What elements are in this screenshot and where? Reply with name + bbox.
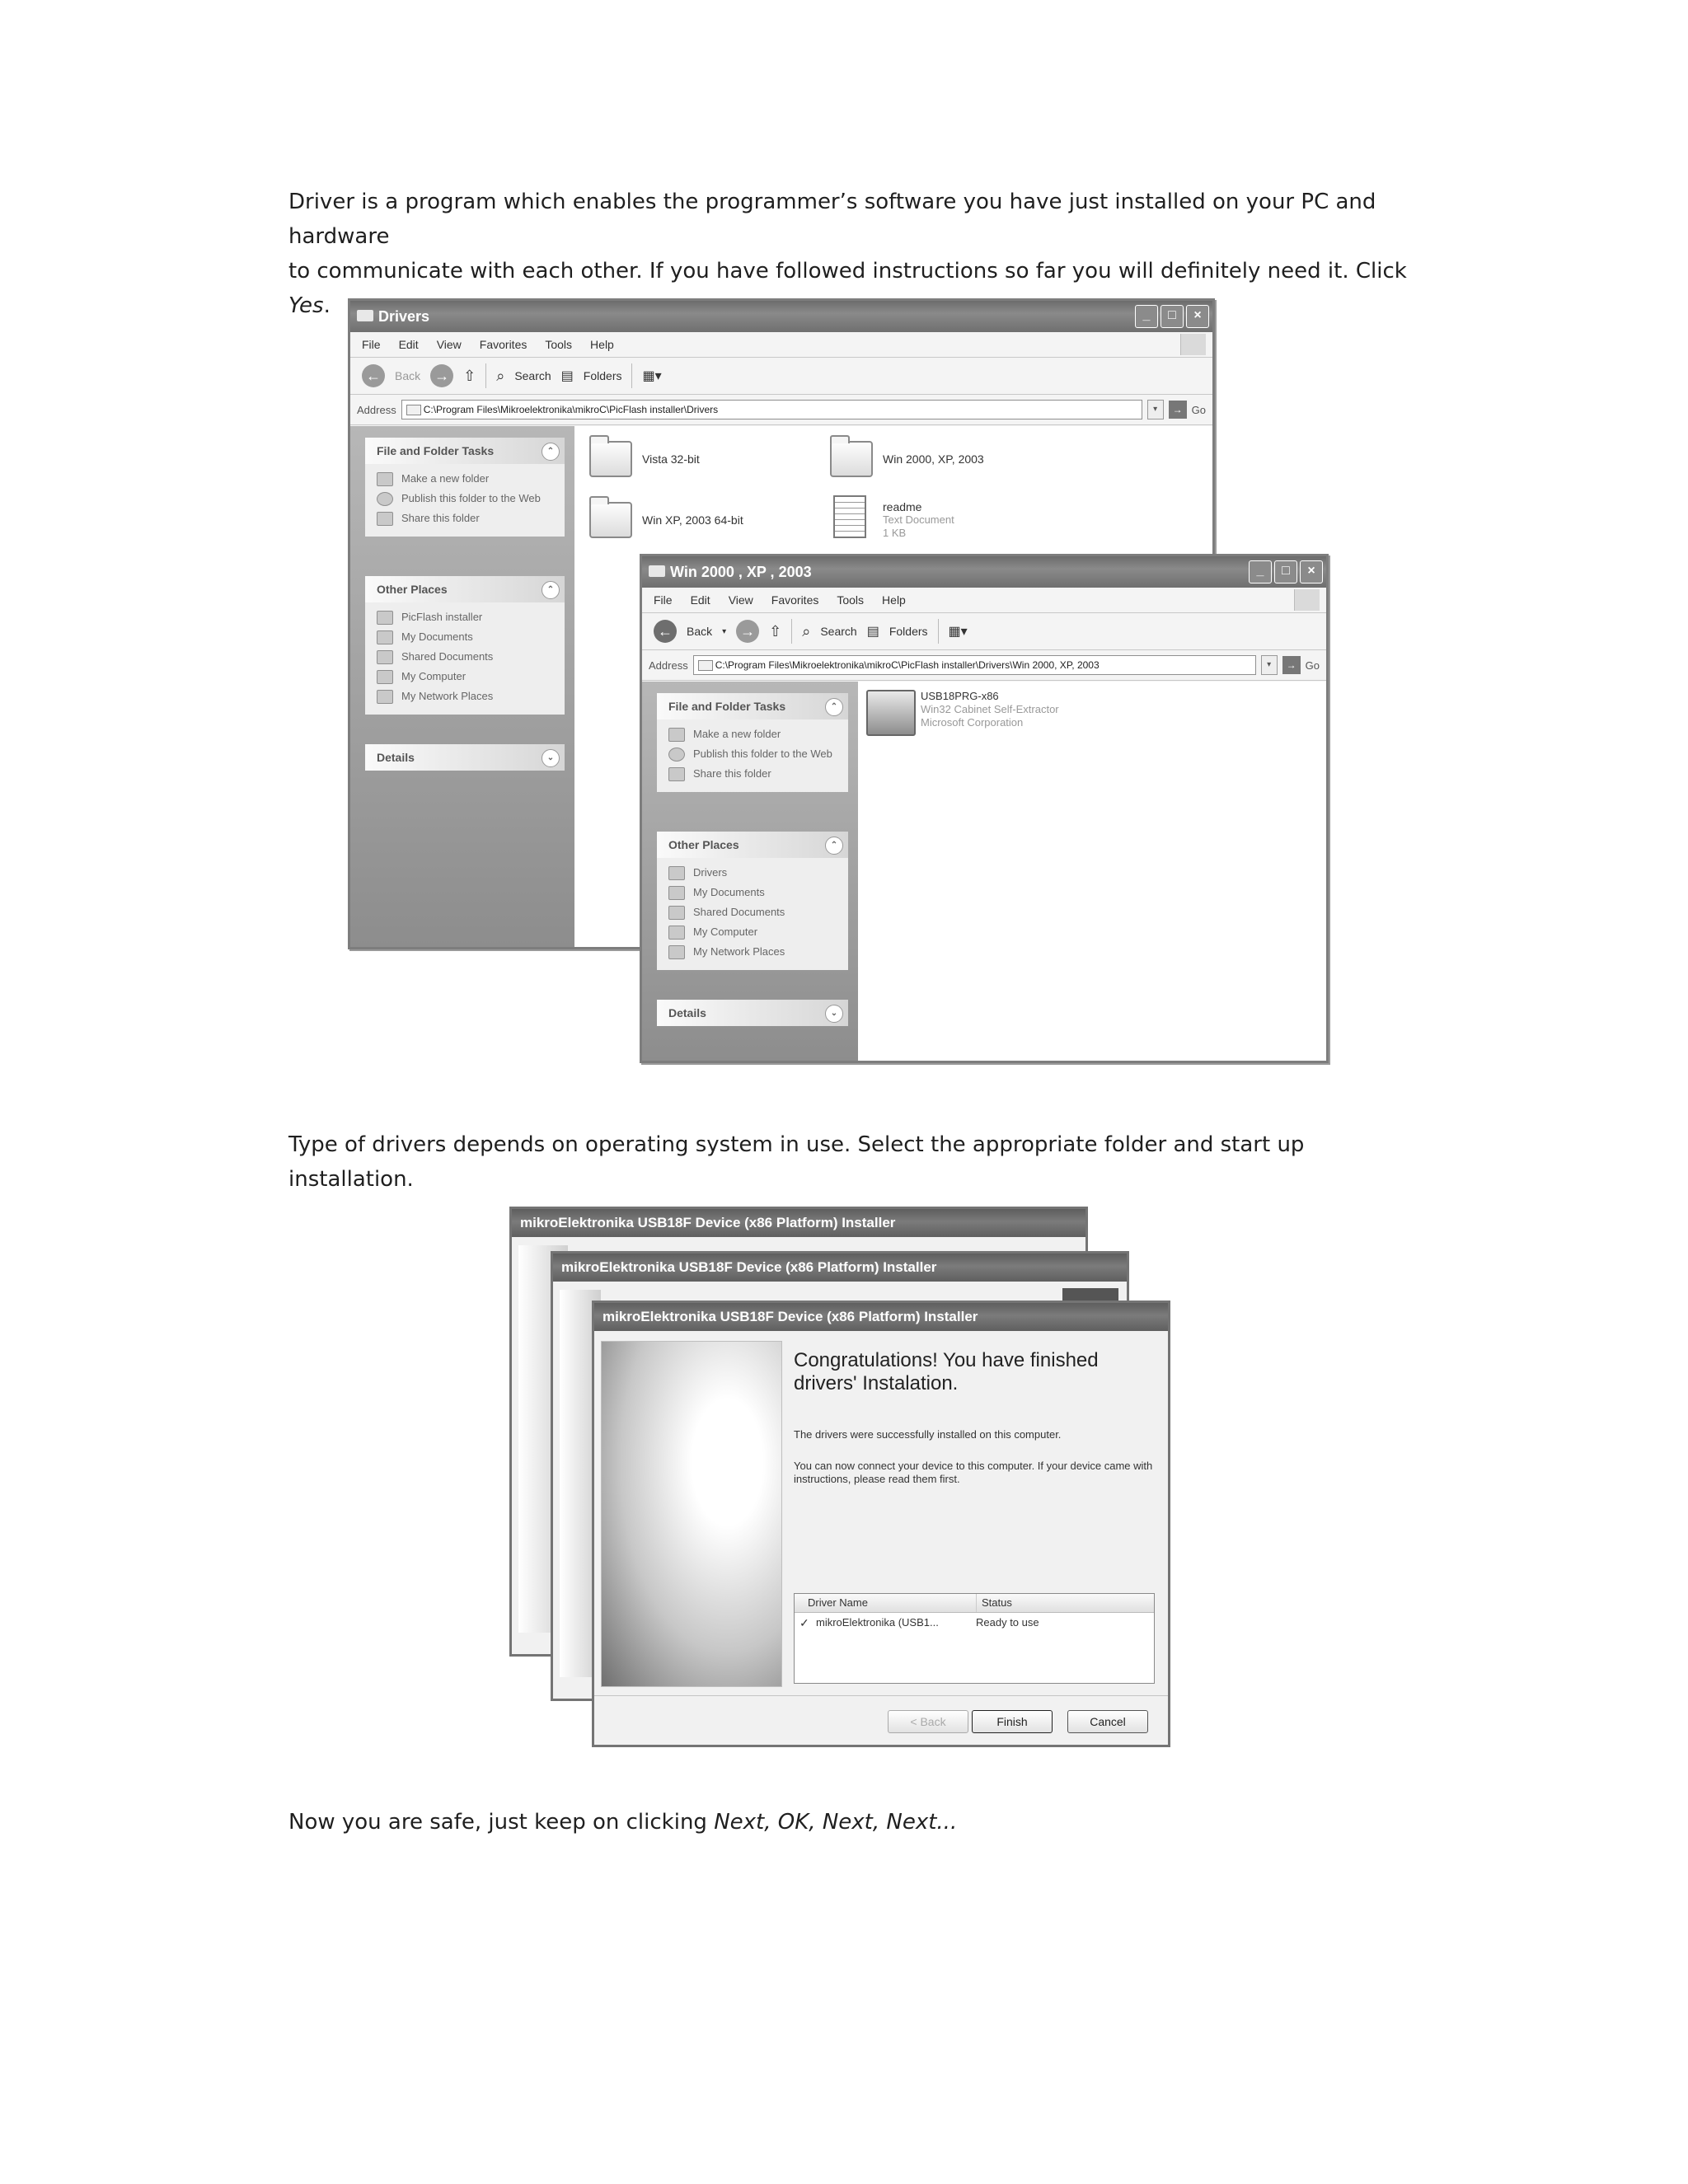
menu-edit[interactable]: Edit xyxy=(690,593,710,607)
go-arrow-icon[interactable]: → xyxy=(1282,656,1301,674)
col-driver-name[interactable]: Driver Name xyxy=(808,1596,868,1609)
finish-heading: Congratulations! You have finished drivers' Instalation. xyxy=(794,1349,1099,1394)
menu-bar xyxy=(642,588,1326,613)
text-document-icon xyxy=(833,495,866,538)
usb18prg-company: Microsoft Corporation xyxy=(921,716,1024,729)
folder-win2000-label: Win 2000, XP, 2003 xyxy=(883,452,984,466)
views-icon[interactable]: ▦▾ xyxy=(948,625,968,639)
toolbar xyxy=(350,358,1212,395)
other-place-my-network[interactable] xyxy=(365,687,565,706)
details-panel xyxy=(657,1000,848,1026)
toolbar-separator xyxy=(631,363,632,388)
minimize-icon[interactable]: _ xyxy=(1249,560,1272,583)
expand-chevron-icon[interactable]: ⌄ xyxy=(825,1005,843,1023)
installer-art-panel xyxy=(601,1341,782,1687)
installer-back-title: mikroElektronika USB18F Device (x86 Platform) Installer xyxy=(512,1209,1085,1237)
folder-vista-label: Vista 32-bit xyxy=(642,452,700,466)
menu-help[interactable]: Help xyxy=(882,593,906,607)
usb18prg-name: USB18PRG-x86 xyxy=(921,690,999,702)
menu-file[interactable]: File xyxy=(654,593,673,607)
drivers-window-title: Drivers xyxy=(378,308,430,325)
toolbar xyxy=(642,613,1326,650)
make-folder-label: Make a new folder xyxy=(693,728,781,740)
file-folder-tasks-panel xyxy=(657,693,848,792)
connect-message: You can now connect your device to this computer. If your device came with instructions, please read them first. xyxy=(794,1460,1153,1485)
publish-task[interactable] xyxy=(365,489,565,509)
readme-info xyxy=(883,500,954,540)
menu-view[interactable]: View xyxy=(728,593,753,607)
go-button-label[interactable]: Go xyxy=(1305,658,1320,672)
emphasis-next-1: Next xyxy=(714,1810,765,1835)
toolbar-separator xyxy=(485,363,486,388)
address-label: Address xyxy=(357,403,396,416)
go-arrow-icon[interactable]: → xyxy=(1169,401,1187,419)
documents-icon xyxy=(377,630,393,644)
collapse-chevron-icon[interactable]: ⌃ xyxy=(825,698,843,716)
folder-icon xyxy=(668,866,685,880)
address-bar xyxy=(642,650,1326,681)
installer-front-title: mikroElektronika USB18F Device (x86 Platform) Installer xyxy=(594,1303,1168,1331)
up-folder-icon[interactable]: ⇧ xyxy=(463,367,476,384)
window-controls xyxy=(1135,305,1209,328)
documents-icon xyxy=(668,886,685,900)
other-places-panel xyxy=(657,832,848,970)
menu-help[interactable]: Help xyxy=(590,338,614,351)
publish-task[interactable] xyxy=(657,744,848,764)
driver-status-cell: Ready to use xyxy=(976,1616,1039,1629)
share-label: Share this folder xyxy=(401,512,480,524)
back-button-label[interactable]: Back xyxy=(687,625,713,638)
folder-title-icon xyxy=(357,310,373,321)
other-places-header[interactable] xyxy=(365,576,565,602)
usb18prg-info xyxy=(921,690,1059,729)
back-arrow-icon[interactable]: ← xyxy=(654,620,677,643)
network-icon xyxy=(377,690,393,704)
task-pane xyxy=(350,426,574,947)
intro-line-2-text: to communicate with each other. If you have followed instructions so far you will definitely need it. Click xyxy=(288,259,1407,284)
minimize-icon[interactable]: _ xyxy=(1135,305,1158,328)
other-place-my-computer[interactable] xyxy=(365,667,565,687)
drivers-titlebar xyxy=(350,301,1212,332)
driver-table-header xyxy=(795,1594,1154,1613)
other-places-title: Other Places xyxy=(668,838,739,851)
details-title: Details xyxy=(668,1006,706,1019)
search-icon[interactable]: ⌕ xyxy=(802,622,811,640)
table-row[interactable] xyxy=(795,1613,1154,1633)
menu-favorites[interactable]: Favorites xyxy=(479,338,528,351)
installer-middle-title: mikroElektronika USB18F Device (x86 Platform) Installer xyxy=(553,1254,1127,1282)
other-place-shared-documents[interactable] xyxy=(365,647,565,667)
my-computer-label: My Computer xyxy=(693,926,758,938)
readme-type: Text Document xyxy=(883,513,954,526)
forward-arrow-icon[interactable]: → xyxy=(430,364,453,387)
windows-logo-icon xyxy=(1180,334,1206,355)
close-icon[interactable]: × xyxy=(1186,305,1209,328)
installer-package-icon xyxy=(866,690,916,736)
parent-folder-label: PicFlash installer xyxy=(401,611,483,623)
menu-tools[interactable]: Tools xyxy=(545,338,573,351)
menu-tools[interactable]: Tools xyxy=(837,593,865,607)
intro-line-2-end: . xyxy=(323,293,331,318)
details-title: Details xyxy=(377,751,415,764)
usb18prg-type: Win32 Cabinet Self-Extractor xyxy=(921,703,1059,715)
other-place-shared-documents[interactable] xyxy=(657,902,848,922)
readme-name: readme xyxy=(883,500,922,513)
computer-icon xyxy=(377,670,393,684)
make-folder-label: Make a new folder xyxy=(401,472,490,485)
go-button-label[interactable]: Go xyxy=(1191,403,1206,416)
back-dropdown-icon[interactable]: ▾ xyxy=(722,626,727,636)
file-folder-tasks-panel xyxy=(365,438,565,537)
address-dropdown-icon[interactable]: ▾ xyxy=(1147,400,1164,419)
driver-name-cell: mikroElektronika (USB1... xyxy=(816,1616,939,1629)
windows-logo-icon xyxy=(1294,589,1320,611)
my-computer-label: My Computer xyxy=(401,670,467,682)
computer-icon xyxy=(668,926,685,940)
folders-button-label[interactable]: Folders xyxy=(583,369,622,382)
my-network-label: My Network Places xyxy=(401,690,494,702)
views-icon[interactable]: ▦▾ xyxy=(642,369,662,383)
details-header[interactable] xyxy=(657,1000,848,1026)
closing-emphasis: Next, OK, Next, Next... xyxy=(714,1810,958,1835)
share-task[interactable] xyxy=(657,764,848,784)
network-icon xyxy=(668,945,685,959)
folder-title-icon xyxy=(649,565,665,577)
back-button[interactable]: < Back xyxy=(888,1710,968,1733)
shared-folder-icon xyxy=(377,650,393,664)
win2000-body xyxy=(642,682,1326,1061)
make-folder-task[interactable] xyxy=(657,724,848,744)
finish-button[interactable]: Finish xyxy=(972,1710,1053,1733)
publish-label: Publish this folder to the Web xyxy=(693,748,832,760)
emphasis-next-3: Next... xyxy=(886,1810,958,1835)
driver-status-table xyxy=(794,1593,1155,1684)
col-status[interactable]: Status xyxy=(976,1594,1012,1612)
toolbar-separator xyxy=(938,619,939,644)
other-places-header[interactable] xyxy=(657,832,848,858)
my-network-label: My Network Places xyxy=(693,945,785,958)
share-label: Share this folder xyxy=(693,767,771,780)
intro-line-1: Driver is a program which enables the programmer’s software you have just installed on your PC and hardware xyxy=(288,190,1376,249)
folder-icon xyxy=(589,502,632,538)
win2000-window-title: Win 2000 , XP , 2003 xyxy=(670,564,812,580)
drivers-paragraph: Type of drivers depends on operating system in use. Select the appropriate folder and start up installation. xyxy=(288,1132,1305,1192)
file-folder-tasks-title: File and Folder Tasks xyxy=(668,700,786,713)
readme-size: 1 KB xyxy=(883,527,907,539)
other-place-parent[interactable] xyxy=(657,863,848,883)
shared-folder-icon xyxy=(668,906,685,920)
other-place-my-computer[interactable] xyxy=(657,922,848,942)
forward-arrow-icon[interactable]: → xyxy=(736,620,759,643)
closing-text: Now you are safe, just keep on clicking xyxy=(288,1810,715,1835)
new-folder-icon xyxy=(668,728,685,742)
check-icon: ✓ xyxy=(799,1616,809,1629)
folder-winxp64-label: Win XP, 2003 64-bit xyxy=(642,513,743,527)
share-folder-icon xyxy=(377,512,393,526)
menu-edit[interactable]: Edit xyxy=(398,338,419,351)
globe-icon xyxy=(377,492,393,506)
back-button-label[interactable]: Back xyxy=(395,369,421,382)
other-place-my-documents[interactable] xyxy=(657,883,848,902)
publish-label: Publish this folder to the Web xyxy=(401,492,541,504)
search-button-label[interactable]: Search xyxy=(514,369,551,382)
emphasis-ok: OK xyxy=(777,1810,809,1835)
globe-icon xyxy=(668,748,685,762)
yes-emphasis: Yes xyxy=(288,293,324,318)
cancel-button[interactable]: Cancel xyxy=(1067,1710,1148,1733)
other-places-panel xyxy=(365,576,565,715)
up-folder-icon[interactable]: ⇧ xyxy=(769,622,782,640)
closing-paragraph xyxy=(288,1805,1409,1840)
other-place-parent[interactable] xyxy=(365,607,565,627)
menu-favorites[interactable]: Favorites xyxy=(771,593,819,607)
success-message: The drivers were successfully installed on this computer. xyxy=(794,1428,1062,1441)
menu-file[interactable]: File xyxy=(362,338,381,351)
folders-icon[interactable]: ▤ xyxy=(866,625,879,639)
folder-icon xyxy=(589,441,632,477)
address-dropdown-icon[interactable]: ▾ xyxy=(1261,655,1278,675)
collapse-chevron-icon[interactable]: ⌃ xyxy=(825,837,843,855)
new-folder-icon xyxy=(377,472,393,486)
address-label: Address xyxy=(649,658,688,672)
search-icon[interactable]: ⌕ xyxy=(496,367,505,384)
win2000-content xyxy=(858,682,1326,1061)
address-bar xyxy=(350,395,1212,425)
toolbar-separator xyxy=(791,619,792,644)
file-folder-tasks-title: File and Folder Tasks xyxy=(377,444,495,457)
shared-documents-label: Shared Documents xyxy=(693,906,785,918)
make-folder-task[interactable] xyxy=(365,469,565,489)
dialog-button-divider xyxy=(594,1695,1168,1696)
share-folder-icon xyxy=(668,767,685,781)
parent-folder-label: Drivers xyxy=(693,866,728,879)
back-arrow-icon[interactable]: ← xyxy=(362,364,385,387)
win2000-window xyxy=(640,554,1329,1063)
share-task[interactable] xyxy=(365,509,565,528)
collapse-chevron-icon[interactable]: ⌃ xyxy=(542,581,560,599)
other-places-title: Other Places xyxy=(377,583,448,596)
address-input[interactable]: C:\Program Files\Mikroelektronika\mikroC\PicFlash installer\Drivers xyxy=(401,400,1142,419)
folders-icon[interactable]: ▤ xyxy=(560,369,574,383)
folders-button-label[interactable]: Folders xyxy=(889,625,928,638)
task-pane xyxy=(642,682,858,1061)
installer-dialog-front xyxy=(592,1301,1170,1747)
details-header[interactable] xyxy=(365,744,565,771)
collapse-chevron-icon[interactable]: ⌃ xyxy=(542,443,560,461)
details-panel xyxy=(365,744,565,771)
address-input[interactable]: C:\Program Files\Mikroelektronika\mikroC\PicFlash installer\Drivers\Win 2000, XP, 2003 xyxy=(693,655,1256,675)
other-place-my-network[interactable] xyxy=(657,942,848,962)
my-documents-label: My Documents xyxy=(401,630,473,643)
my-documents-label: My Documents xyxy=(693,886,765,898)
search-button-label[interactable]: Search xyxy=(820,625,857,638)
file-folder-tasks-header[interactable] xyxy=(365,438,565,464)
maximize-icon[interactable]: □ xyxy=(1160,305,1184,328)
maximize-icon[interactable]: □ xyxy=(1274,560,1297,583)
close-icon[interactable]: × xyxy=(1300,560,1323,583)
expand-chevron-icon[interactable]: ⌄ xyxy=(542,749,560,767)
win2000-titlebar xyxy=(642,556,1326,588)
menu-bar xyxy=(350,332,1212,358)
window-controls xyxy=(1249,560,1323,583)
file-folder-tasks-header[interactable] xyxy=(657,693,848,719)
other-place-my-documents[interactable] xyxy=(365,627,565,647)
menu-view[interactable]: View xyxy=(436,338,462,351)
shared-documents-label: Shared Documents xyxy=(401,650,494,663)
folder-icon xyxy=(830,441,873,477)
emphasis-next-2: Next xyxy=(822,1810,873,1835)
folder-icon xyxy=(377,611,393,625)
